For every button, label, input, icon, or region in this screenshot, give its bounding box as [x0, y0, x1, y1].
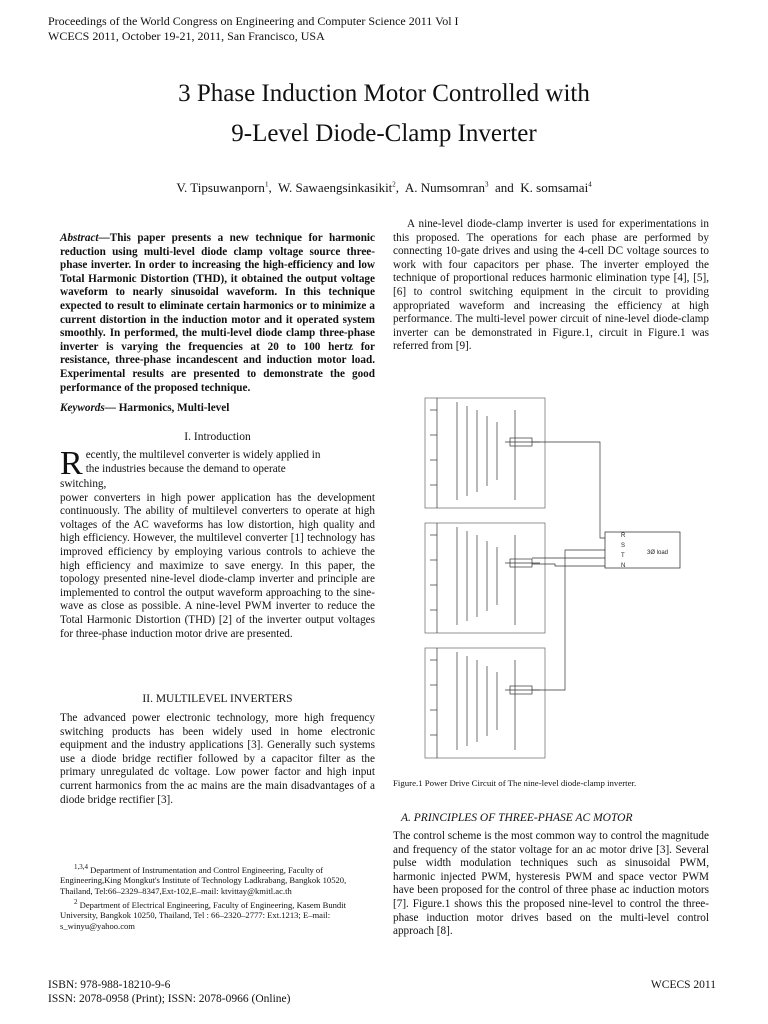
- abstract: [60, 232, 375, 395]
- footnote-2: Department of Electrical Engineering, Faculty of Engineering, Kasem Bundit University, Bangkok 10250, Thailand, Tel : 66–2320–2777: Ext.1213; E–mail: s_winyu@yahoo.com: [60, 899, 346, 931]
- abstract-text: —This paper presents a new technique for harmonic reduction using multi-level diode clamp voltage source three-phase inverter. In order to increasing the high-efficiency and low Total Harmonic Distortion (THD), it obtained the output voltage waveform to nearly sinusoidal waveform. In this technique expected to result to eliminate certain harmonics or to minimize a current distortion in the induction motor and it operated system smoothly. In performed, the multi-level diode clamp three-phase inverter is varying the frequencies at 20 to 100 hertz for resistance, three-phase incandescent and induction motor load. Experimental results are presented to demonstrate the good performance of the proposed technique.: [60, 232, 375, 394]
- label-n: N: [621, 563, 626, 569]
- footer-conference: WCECS 2011: [650, 979, 716, 991]
- header-line-2: WCECS 2011, October 19-21, 2011, San Francisco, USA: [48, 29, 325, 43]
- author-1: V. Tipsuwanporn: [176, 180, 265, 195]
- paper-title-line-2: 9-Level Diode-Clamp Inverter: [231, 120, 537, 147]
- footnote-1: Department of Instrumentation and Control Engineering, Faculty of Engineering,King Mongkut's Institute of Technology Ladkrabang, Bangkok 10520, Thailand, Tel:66–2329–8347,Ext-102,E–mail: ktvittay@kmitl.ac.th: [60, 864, 347, 897]
- keywords: [60, 402, 375, 416]
- phase-block-3: [425, 648, 545, 758]
- author-4: K. somsamai: [520, 180, 589, 195]
- footnotes: $^{1,3,4}$ Department of Instrumentation and Control Engineering, Faculty of Engineering,King Mongkut's Institute of Technology Ladkrabang, Bangkok 10520, Thailand, Tel:66–2329–8347,Ext-102,E–mail: ktvittay@kmitl.ac.th $^2$ Department of Electrical Engineering, Faculty of Engineering, Kasem Bundit University, Bangkok 10250, Thailand, Tel : 66–2320–2777: Ext.1213; E–mail: s_winyu@yahoo.com: [60, 863, 347, 931]
- author-3: A. Numsomran: [404, 180, 486, 195]
- header-line-1: Proceedings of the World Congress on Engineering and Computer Science 2011 Vol I: [48, 14, 459, 28]
- phase-block-1: [425, 398, 545, 508]
- subsection-heading-principles: A. PRINCIPLES OF THREE-PHASE AC MOTOR: [401, 812, 633, 824]
- introduction-body: R ecently, the multilevel converter is widely applied in the industries because the demand to operate switching, power converters in high power application has the development continuously. The ability of multilevel converters to operate at high voltages of the AC waveforms has low distortion, high quality and high efficiency. However, the multilevel converter [1] technology has improved efficiency by employing various controls to achieve the high efficiency and maximize to save energy. In this paper, the topology presented nine-level diode-clamp inverter and principle are implemented to control the output waveform approaching to the sine-wave as close as possible. A nine-level PWM inverter to reduce the Total Harmonic Distortion (THD) [2] of the inverter output voltages for three-phase induction motor drive are presented.: [60, 445, 375, 640]
- paper-title-line-1: 3 Phase Induction Motor Controlled with: [178, 80, 590, 107]
- figure-caption: Figure.1 Power Drive Circuit of The nine-level diode-clamp inverter.: [393, 778, 637, 788]
- keywords-label: Keywords: [60, 402, 105, 414]
- section-heading-introduction: I. Introduction: [184, 431, 251, 443]
- label-t: T: [621, 553, 625, 559]
- author-2: W. Sawaengsinkasikit: [277, 180, 393, 195]
- footer-isbn-block: [48, 978, 290, 1006]
- circuit-diagram: [415, 390, 710, 775]
- proceedings-header: [48, 14, 459, 44]
- right-para-2: The control scheme is the most common way to control the magnitude and frequency of the stator voltage for an ac motor drive [3]. Several pulse width modulation techniques such as sinusoidal PWM, harmonic injected PWM, hysteresis PWM and space vector PWM have been proposed for the control of three phase ac induction motors [7]. Figure.1 shows this the proposed nine-level to control the three-phase induction motor drives based on the multi-level control approach [8].: [393, 830, 709, 938]
- right-para-1: A nine-level diode-clamp inverter is used for experimentations in this proposed. The operations for each phase are performed by connecting 10-gate drives and using the 4-cell DC voltage sources to work with four capacitors per phase. The inverter employed the technique of proportional reduces harmonic elimination type [4], [5], [6] to control switching equipment in the circuit to providing appropriated waveform and increasing the efficiency at high performance. The multi-level power circuit of nine-level diode-clamp inverter can be demonstrated in Figure.1, circuit in Figure.1 was referred from [9].: [393, 218, 709, 353]
- section-heading-multilevel: II. MULTILEVEL INVERTERS: [142, 693, 293, 705]
- abstract-label: Abstract: [60, 232, 99, 244]
- multilevel-body: The advanced power electronic technology, more high frequency switching products has been widely used in home electronic equipment and the industry applications [3]. Generally such systems use a diode bridge rectifier followed by a capacitor filter as the primary unregulated dc voltage. Low power factor and high input current harmonics from the ac mains are the main disadvantages of a diode bridge rectifier [3].: [60, 712, 375, 806]
- drop-cap: R: [60, 445, 83, 482]
- phase-block-2: [425, 523, 545, 633]
- keywords-text: — Harmonics, Multi-level: [104, 402, 230, 414]
- label-load: 3Ø load: [647, 550, 669, 556]
- author-list: V. Tipsuwanporn$^1$, W. Sawaengsinkasikit$^2$, A. Numsomran$^3$ and K. somsamai$^4$: [176, 180, 592, 195]
- label-s: S: [621, 543, 626, 549]
- label-r: R: [621, 533, 626, 539]
- issn: ISSN: 2078-0958 (Print); ISSN: 2078-0966 (Online): [48, 993, 291, 1005]
- three-phase-load-box: [605, 532, 680, 568]
- isbn: ISBN: 978-988-18210-9-6: [48, 979, 171, 991]
